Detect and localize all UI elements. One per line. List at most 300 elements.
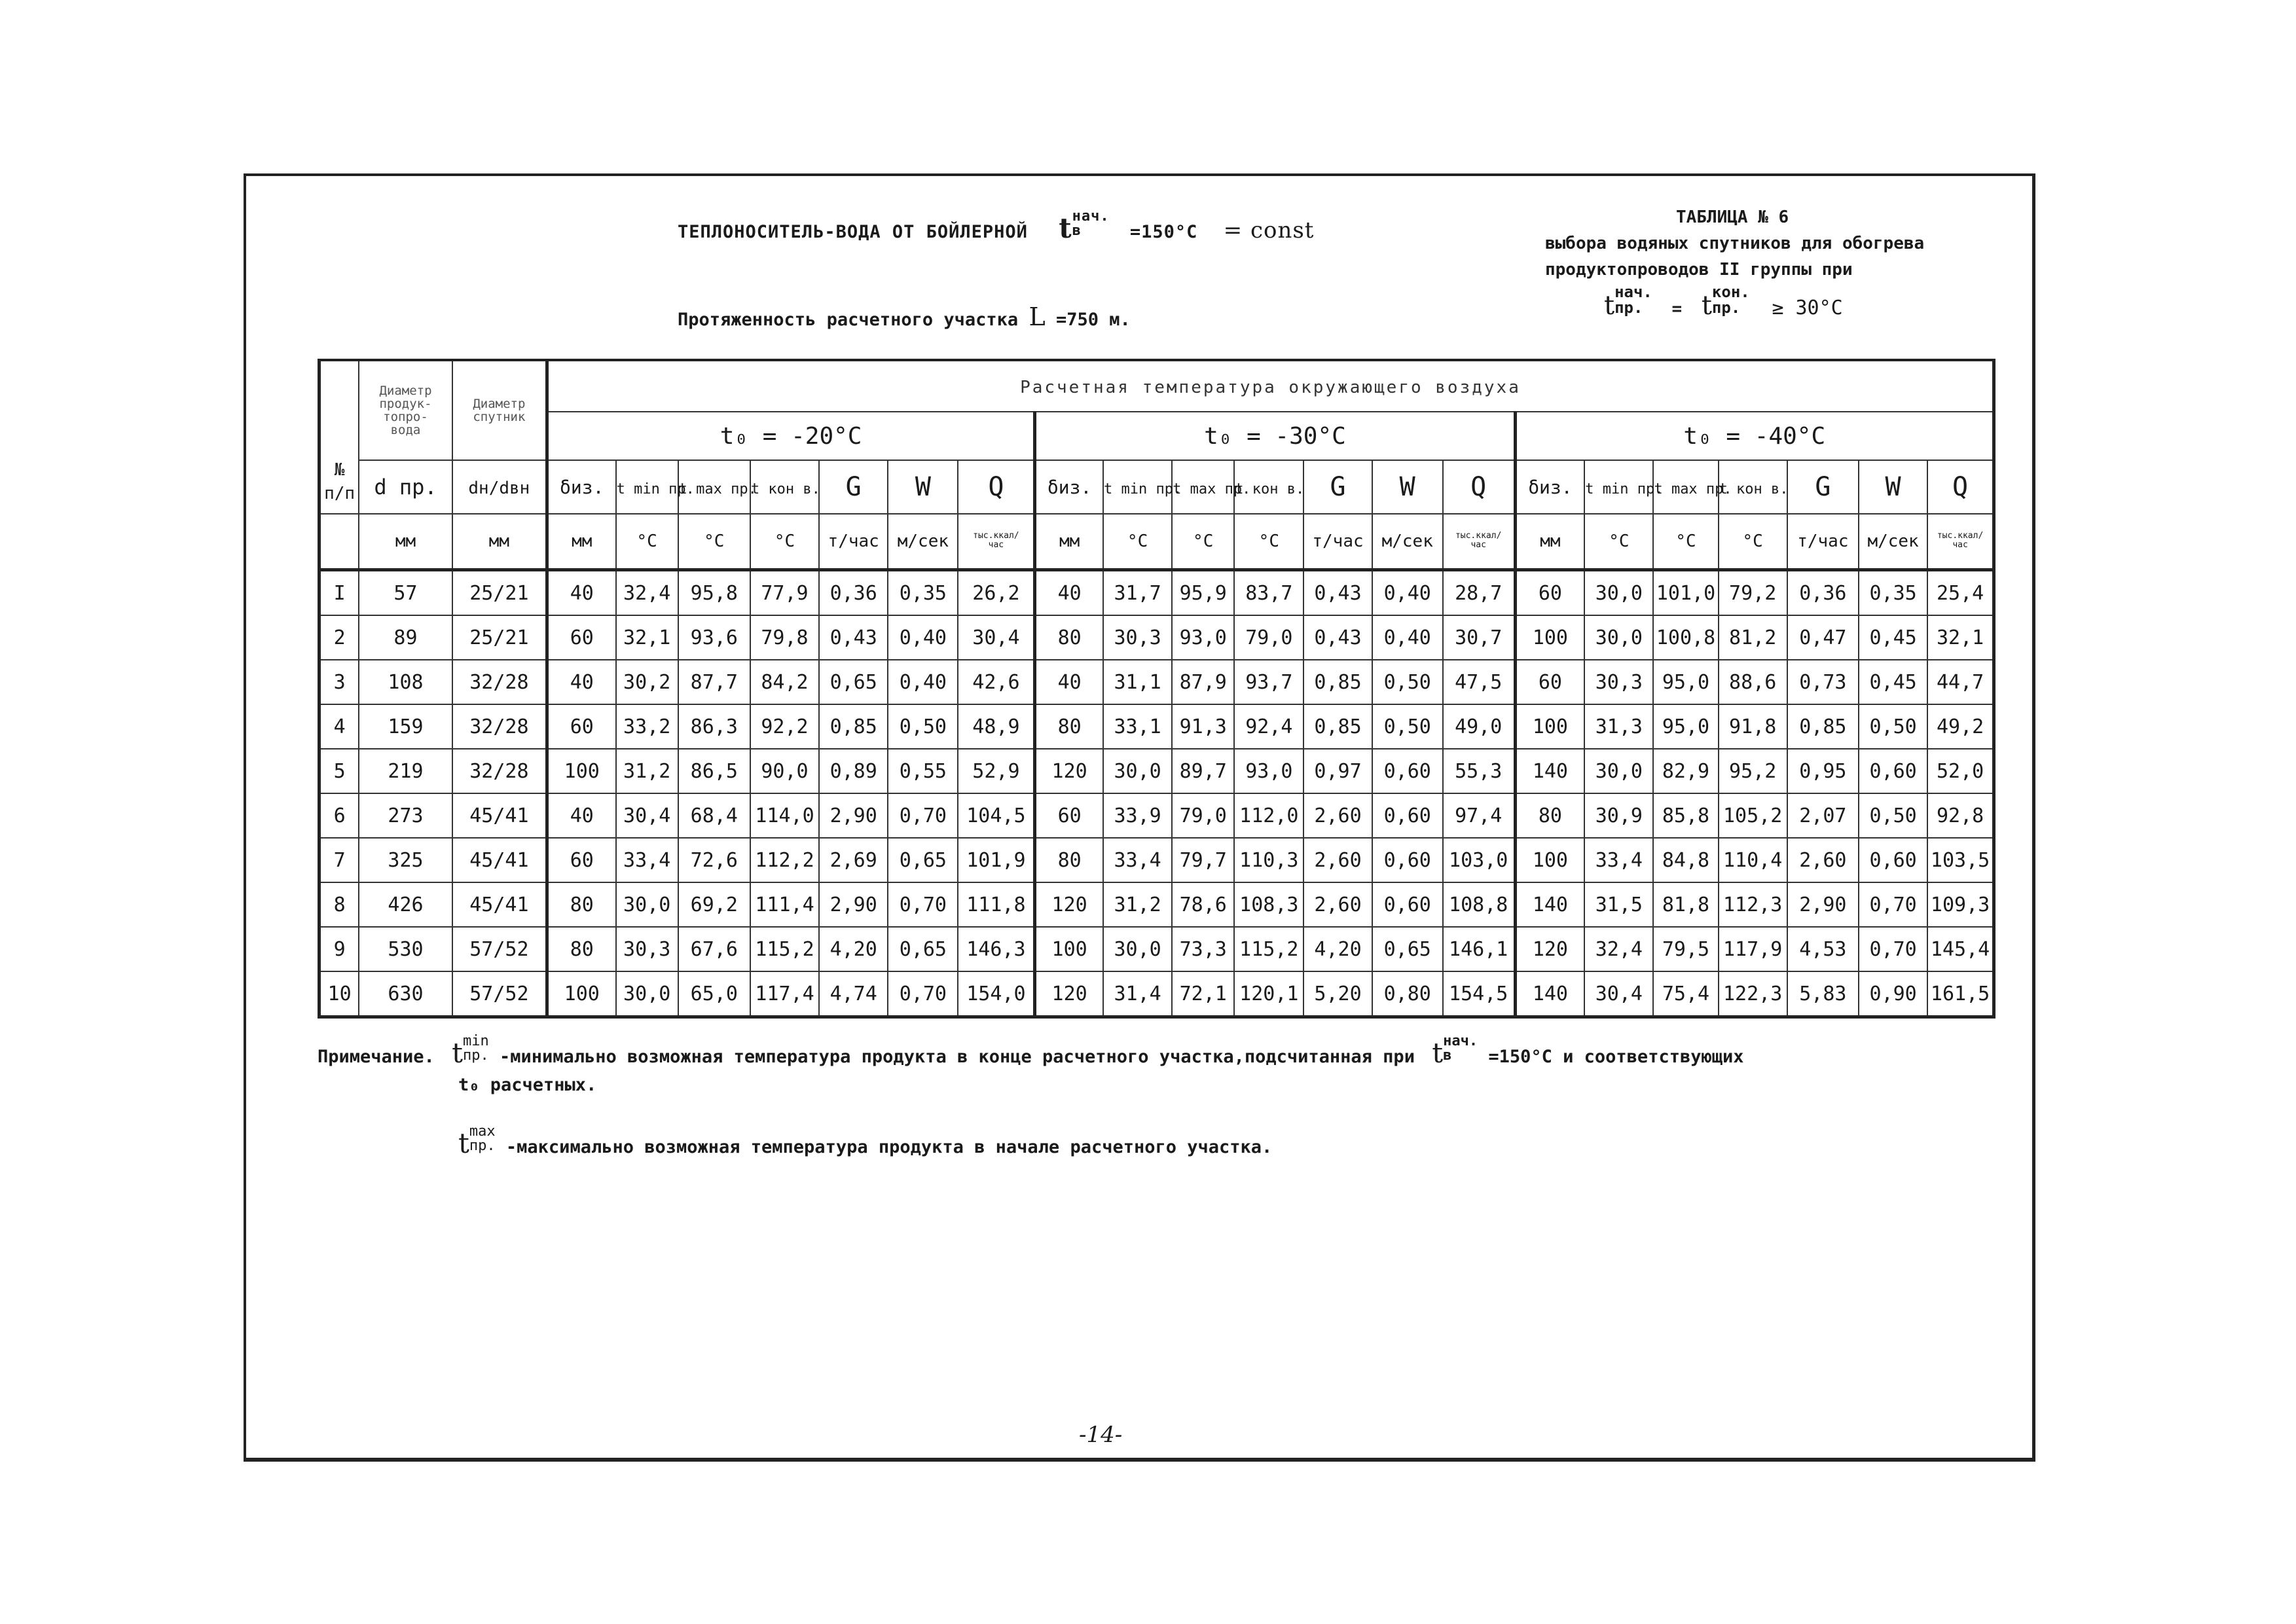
g2-g-value: 2,60: [1314, 893, 1362, 916]
g1-delta-value: 100: [564, 982, 600, 1005]
row-number: [319, 838, 359, 882]
table-row: [319, 660, 1994, 704]
g3-q-value: 103,5: [1930, 848, 1990, 872]
units-ds-label: мм: [488, 532, 510, 551]
g1-delta-cell: [547, 615, 615, 660]
g1-w-value: 0,70: [899, 804, 947, 827]
g1-sub-g: [819, 460, 888, 514]
g1-sub-q: [958, 460, 1034, 514]
g1-w-cell: [888, 927, 958, 971]
g3-tmax-value: 100,8: [1656, 626, 1716, 649]
g3-q-value: 161,5: [1930, 982, 1990, 1005]
coolant-title-text: ТЕПЛОНОСИТЕЛЬ-ВОДА ОТ БОЙЛЕРНОЙ: [678, 222, 1028, 242]
g2-tkon-value: 93,7: [1245, 670, 1293, 694]
caption-condition: tнач. пр. = tкон. пр. ≥ 30°C: [1604, 283, 1843, 321]
g1-g-value: 2,90: [829, 804, 877, 827]
g3-delta-cell: [1515, 749, 1584, 793]
g2-unit-q-label: тыс.ккал/час: [1455, 530, 1502, 550]
g2-q-cell: [1443, 615, 1515, 660]
g2-delta-cell: [1035, 704, 1103, 749]
g3-unit-degc-min: [1584, 514, 1653, 570]
g3-w-value: 0,60: [1869, 848, 1917, 872]
g3-tmax-value: 82,9: [1662, 759, 1710, 783]
g1-tmax-cell: [678, 882, 750, 927]
g2-tkon-cell: [1234, 927, 1303, 971]
g3-sub-tmax-label: t max пр.: [1654, 480, 1732, 497]
col-num-header: [319, 360, 359, 514]
note1-sub2: в: [1443, 1047, 1452, 1064]
g3-tkon-value: 110,4: [1723, 848, 1783, 872]
g1-tmin-value: 33,4: [623, 848, 671, 872]
g2-delta-cell: [1035, 660, 1103, 704]
g3-tkon-value: 105,2: [1723, 804, 1783, 827]
product-diameter-cell: [359, 838, 452, 882]
g2-tmax-cell: [1172, 882, 1234, 927]
section-length-text: Протяженность расчетного участка: [678, 310, 1019, 330]
g2-tkon-value: 79,0: [1245, 626, 1293, 649]
g3-q-value: 52,0: [1936, 759, 1984, 783]
g1-tkon-cell: [750, 882, 819, 927]
g3-g-cell: [1787, 882, 1859, 927]
g1-delta-value: 40: [570, 670, 594, 694]
g3-tmax-value: 81,8: [1662, 893, 1710, 916]
g3-w-cell: [1859, 971, 1927, 1017]
g3-q-cell: [1927, 660, 1994, 704]
g3-w-cell: [1859, 660, 1927, 704]
g1-w-cell: [888, 704, 958, 749]
cond-sub-1: пр.: [1614, 298, 1643, 317]
table-row: [319, 704, 1994, 749]
g2-w-value: 0,60: [1383, 804, 1431, 827]
g3-tmin-cell: [1584, 660, 1653, 704]
g1-tmax-cell: [678, 749, 750, 793]
g3-q-cell: [1927, 793, 1994, 838]
g3-g-cell: [1787, 615, 1859, 660]
g3-tmax-cell: [1653, 660, 1718, 704]
g2-delta-value: 120: [1051, 893, 1087, 916]
g3-unit-w: [1859, 514, 1927, 570]
sputnik-diameter-value: 57/52: [469, 982, 529, 1005]
g2-unit-degc-kon-label: °C: [1258, 532, 1279, 551]
group-20-header: [547, 412, 1034, 460]
g1-q-value: 154,0: [966, 982, 1026, 1005]
g1-tkon-cell: [750, 660, 819, 704]
g2-unit-degc-max: [1172, 514, 1234, 570]
g3-sub-tmin: [1584, 460, 1664, 514]
g3-tmax-cell: [1653, 615, 1718, 660]
g1-tmax-value: 68,4: [690, 804, 738, 827]
g3-unit-q-label: тыс.ккал/час: [1937, 530, 1984, 550]
g3-tkon-value: 91,8: [1729, 715, 1777, 738]
g3-q-cell: [1927, 749, 1994, 793]
g1-w-cell: [888, 570, 958, 616]
g2-sub-w-label: W: [1399, 472, 1415, 502]
t-sup-nach: нач.: [1072, 208, 1110, 225]
g2-tmax-value: 95,9: [1179, 581, 1227, 605]
g1-tmin-value: 33,2: [623, 715, 671, 738]
g2-delta-cell: [1035, 927, 1103, 971]
g2-tmax-cell: [1172, 793, 1234, 838]
g1-tmin-value: 30,2: [623, 670, 671, 694]
row-number: [319, 793, 359, 838]
g1-q-value: 48,9: [972, 715, 1020, 738]
g1-tkon-value: 114,0: [755, 804, 814, 827]
g2-sub-q: [1443, 460, 1515, 514]
g2-g-value: 0,97: [1314, 759, 1362, 783]
g2-sub-tmax: [1172, 460, 1251, 514]
g1-unit-degc-max: [678, 514, 750, 570]
g1-q-cell: [958, 570, 1034, 616]
g2-tmax-cell: [1172, 971, 1234, 1017]
g3-w-value: 0,60: [1869, 759, 1917, 783]
sputnik-diameter-cell: [452, 882, 547, 927]
g2-tkon-value: 115,2: [1239, 937, 1299, 961]
g2-g-cell: [1303, 793, 1372, 838]
g1-tmin-value: 30,0: [623, 982, 671, 1005]
g2-g-cell: [1303, 749, 1372, 793]
g2-unit-q: [1443, 514, 1515, 570]
g3-sub-delta: [1515, 460, 1584, 514]
g3-unit-degc-max: [1653, 514, 1718, 570]
g3-delta-cell: [1515, 704, 1584, 749]
g2-g-cell: [1303, 927, 1372, 971]
g3-delta-value: 60: [1538, 581, 1562, 605]
g1-w-value: 0,70: [899, 893, 947, 916]
sputnik-diameter-value: 45/41: [469, 893, 529, 916]
g3-tkon-value: 122,3: [1723, 982, 1783, 1005]
g3-tmax-cell: [1653, 971, 1718, 1017]
g1-delta-value: 60: [570, 715, 594, 738]
row-number-value: 4: [333, 715, 346, 738]
g2-tmax-cell: [1172, 660, 1234, 704]
sputnik-diameter-value: 45/41: [469, 804, 529, 827]
g2-q-cell: [1443, 749, 1515, 793]
g3-tkon-cell: [1719, 749, 1787, 793]
g2-unit-degc-min-label: °C: [1127, 532, 1148, 551]
g3-tmin-value: 32,4: [1595, 937, 1643, 961]
g1-g-cell: [819, 971, 888, 1017]
g1-g-cell: [819, 793, 888, 838]
table-caption: [1545, 204, 1924, 322]
g1-unit-w: [888, 514, 958, 570]
g3-tmax-cell: [1653, 704, 1718, 749]
g2-g-cell: [1303, 838, 1372, 882]
g3-tmax-value: 101,0: [1656, 581, 1716, 605]
row-number: [319, 749, 359, 793]
note1-sub: пр.: [462, 1047, 489, 1064]
g1-tmax-value: 67,6: [690, 937, 738, 961]
g2-tmax-cell: [1172, 704, 1234, 749]
g2-sub-g-label: G: [1330, 472, 1346, 502]
g3-sub-tmin-label: t min пр.: [1585, 480, 1664, 497]
g2-g-cell: [1303, 660, 1372, 704]
g3-q-value: 145,4: [1930, 937, 1990, 961]
row-number: [319, 927, 359, 971]
g2-w-cell: [1372, 971, 1443, 1017]
g3-q-cell: [1927, 882, 1994, 927]
header-row-1: [319, 360, 1994, 412]
product-diameter-cell: [359, 882, 452, 927]
product-diameter-value: 89: [393, 626, 418, 649]
sub-d-pr: [359, 460, 452, 514]
note2-text: -максимально возможная температура продукта в начале расчетного участка.: [505, 1137, 1273, 1157]
sputnik-diameter-cell: [452, 971, 547, 1017]
g2-w-cell: [1372, 882, 1443, 927]
cond-sub-2: пр.: [1711, 298, 1741, 317]
g2-tmax-value: 93,0: [1179, 626, 1227, 649]
g2-g-cell: [1303, 704, 1372, 749]
g2-sub-tkon-label: t кон в.: [1235, 480, 1305, 497]
g1-tmin-cell: [616, 615, 678, 660]
note1-text: -минимально возможная температура продукта в конце расчетного участка,подсчитанная при: [499, 1047, 1415, 1067]
g1-tmin-value: 31,2: [623, 759, 671, 783]
air-temp-title: Расчетная температура окружающего воздуха: [1020, 377, 1521, 397]
g3-tmax-value: 75,4: [1662, 982, 1710, 1005]
g1-sub-tkon: [750, 460, 819, 514]
g1-tmin-cell: [616, 570, 678, 616]
g2-w-value: 0,80: [1383, 982, 1431, 1005]
g2-delta-value: 80: [1057, 715, 1082, 738]
g2-unit-degc-kon: [1234, 514, 1303, 570]
g2-w-cell: [1372, 660, 1443, 704]
g1-q-value: 101,9: [966, 848, 1026, 872]
g2-delta-value: 40: [1057, 581, 1082, 605]
g2-g-value: 0,85: [1314, 715, 1362, 738]
g1-tmax-cell: [678, 570, 750, 616]
g3-unit-degc-min-label: °C: [1609, 532, 1630, 551]
g3-sub-g: [1787, 460, 1859, 514]
g2-q-value: 55,3: [1455, 759, 1503, 783]
units-ds: [452, 514, 547, 570]
g3-tmax-value: 79,5: [1662, 937, 1710, 961]
g2-g-value: 2,60: [1314, 848, 1362, 872]
cond-sup-1: нач.: [1614, 283, 1652, 301]
g3-g-value: 0,95: [1799, 759, 1847, 783]
g2-delta-value: 60: [1057, 804, 1082, 827]
g2-sub-tkon: [1234, 460, 1303, 514]
product-diameter-cell: [359, 793, 452, 838]
g3-delta-cell: [1515, 615, 1584, 660]
g3-tkon-cell: [1719, 793, 1787, 838]
g2-g-cell: [1303, 882, 1372, 927]
g3-delta-value: 60: [1538, 670, 1562, 694]
g2-sub-g: [1303, 460, 1372, 514]
product-diameter-cell: [359, 704, 452, 749]
g3-g-value: 0,85: [1799, 715, 1847, 738]
g2-tkon-cell: [1234, 971, 1303, 1017]
row-number: [319, 570, 359, 616]
g3-tmin-cell: [1584, 838, 1653, 882]
g2-delta-value: 100: [1051, 937, 1087, 961]
g1-tmin-value: 30,3: [623, 937, 671, 961]
sputnik-diameter-cell: [452, 838, 547, 882]
g2-w-value: 0,40: [1383, 626, 1431, 649]
g1-tkon-value: 111,4: [755, 893, 814, 916]
g2-g-cell: [1303, 615, 1372, 660]
g1-sub-tmin: [616, 460, 695, 514]
g3-tkon-value: 88,6: [1729, 670, 1777, 694]
g1-sub-delta-label: δиз.: [560, 476, 604, 498]
g3-tkon-cell: [1719, 704, 1787, 749]
g3-delta-value: 140: [1532, 893, 1568, 916]
g2-w-cell: [1372, 704, 1443, 749]
sputnik-diameter-cell: [452, 615, 547, 660]
g3-delta-value: 140: [1532, 982, 1568, 1005]
g3-w-cell: [1859, 882, 1927, 927]
group-30-label: t₀ = -30°C: [1204, 422, 1346, 450]
g3-tmax-value: 84,8: [1662, 848, 1710, 872]
g1-delta-cell: [547, 927, 615, 971]
g2-q-value: 146,1: [1449, 937, 1508, 961]
g2-delta-cell: [1035, 749, 1103, 793]
g3-sub-w-label: W: [1885, 472, 1901, 502]
g3-delta-cell: [1515, 570, 1584, 616]
header-row-units: [319, 514, 1994, 570]
g1-delta-value: 60: [570, 626, 594, 649]
g1-tmax-value: 69,2: [690, 893, 738, 916]
g1-unit-mm: [547, 514, 615, 570]
g3-tmax-value: 85,8: [1662, 804, 1710, 827]
g3-tmin-value: 31,5: [1595, 893, 1643, 916]
sputnik-diameter-value: 25/21: [469, 626, 529, 649]
g3-tkon-value: 117,9: [1723, 937, 1783, 961]
g3-g-cell: [1787, 749, 1859, 793]
note-label: Примечание.: [318, 1047, 435, 1067]
product-diameter-cell: [359, 615, 452, 660]
g3-tmax-cell: [1653, 793, 1718, 838]
g3-tmax-cell: [1653, 838, 1718, 882]
g2-tkon-value: 83,7: [1245, 581, 1293, 605]
g3-delta-cell: [1515, 838, 1584, 882]
g1-g-value: 0,36: [829, 581, 877, 605]
g2-w-value: 0,65: [1383, 937, 1431, 961]
note1-line2-text: t₀ расчетных.: [458, 1075, 597, 1095]
g1-g-cell: [819, 882, 888, 927]
g1-q-cell: [958, 704, 1034, 749]
g1-q-cell: [958, 660, 1034, 704]
g1-tmax-value: 86,3: [690, 715, 738, 738]
g3-delta-value: 100: [1532, 715, 1568, 738]
product-diameter-cell: [359, 971, 452, 1017]
row-number-value: 6: [333, 804, 346, 827]
g1-tmax-value: 65,0: [690, 982, 738, 1005]
coolant-title: [678, 209, 1314, 244]
g3-w-cell: [1859, 927, 1927, 971]
g3-w-cell: [1859, 793, 1927, 838]
g1-unit-mm-label: мм: [572, 532, 592, 551]
g3-sub-delta-label: δиз.: [1528, 476, 1573, 498]
g3-g-value: 2,60: [1799, 848, 1847, 872]
g2-tmax-value: 78,6: [1179, 893, 1227, 916]
g1-w-value: 0,55: [899, 759, 947, 783]
g3-delta-cell: [1515, 882, 1584, 927]
g3-g-value: 0,36: [1799, 581, 1847, 605]
g2-unit-g: [1303, 514, 1372, 570]
g3-tmin-value: 30,9: [1595, 804, 1643, 827]
row-number: [319, 704, 359, 749]
g1-w-value: 0,50: [899, 715, 947, 738]
g3-w-value: 0,90: [1869, 982, 1917, 1005]
product-diameter-value: 630: [388, 982, 424, 1005]
table-row: [319, 971, 1994, 1017]
g2-w-cell: [1372, 793, 1443, 838]
g2-g-value: 5,20: [1314, 982, 1362, 1005]
g3-tmax-value: 95,0: [1662, 715, 1710, 738]
g2-tkon-cell: [1234, 660, 1303, 704]
g3-q-value: 25,4: [1936, 581, 1984, 605]
g2-g-value: 0,43: [1314, 581, 1362, 605]
g1-tkon-cell: [750, 838, 819, 882]
g1-g-value: 0,65: [829, 670, 877, 694]
units-dpr-label: мм: [395, 532, 416, 551]
g2-delta-cell: [1035, 882, 1103, 927]
sputnik-diameter-cell: [452, 927, 547, 971]
g3-w-value: 0,50: [1869, 804, 1917, 827]
g3-w-value: 0,45: [1869, 670, 1917, 694]
g1-tmin-value: 32,4: [623, 581, 671, 605]
g1-q-value: 30,4: [972, 626, 1020, 649]
g3-tmax-cell: [1653, 882, 1718, 927]
g3-g-value: 0,73: [1799, 670, 1847, 694]
g1-w-value: 0,65: [899, 937, 947, 961]
row-number: [319, 615, 359, 660]
g2-delta-value: 120: [1051, 982, 1087, 1005]
g2-g-cell: [1303, 971, 1372, 1017]
g2-tmin-cell: [1103, 927, 1172, 971]
g2-q-value: 154,5: [1449, 982, 1508, 1005]
table-row: [319, 749, 1994, 793]
g3-unit-g-label: т/час: [1797, 532, 1849, 551]
sputnik-diameter-cell: [452, 704, 547, 749]
g2-unit-g-label: т/час: [1312, 532, 1364, 551]
g3-tmin-cell: [1584, 704, 1653, 749]
sputnik-diameter-value: 57/52: [469, 937, 529, 961]
g2-delta-value: 80: [1057, 626, 1082, 649]
g2-w-value: 0,50: [1383, 670, 1431, 694]
g2-tmin-cell: [1103, 882, 1172, 927]
g3-tmin-value: 30,0: [1595, 759, 1643, 783]
g3-g-value: 5,83: [1799, 982, 1847, 1005]
g1-unit-degc-min: [616, 514, 678, 570]
sub-d-ratio-label: dн/dвн: [468, 478, 530, 498]
product-diameter-value: 57: [393, 581, 418, 605]
g1-tkon-value: 77,9: [761, 581, 809, 605]
group-20-label: t₀ = -20°C: [720, 422, 862, 450]
g2-w-value: 0,40: [1383, 581, 1431, 605]
g3-w-value: 0,45: [1869, 626, 1917, 649]
g2-q-value: 28,7: [1455, 581, 1503, 605]
g2-sub-delta: [1035, 460, 1103, 514]
g1-sub-tkon-label: t кон в.: [750, 480, 820, 497]
g3-unit-w-label: м/сек: [1867, 532, 1919, 551]
g3-sub-q: [1927, 460, 1994, 514]
g3-tmax-cell: [1653, 570, 1718, 616]
g2-q-value: 30,7: [1455, 626, 1503, 649]
g1-q-cell: [958, 882, 1034, 927]
g1-tkon-value: 90,0: [761, 759, 809, 783]
g2-sub-tmin-label: t min пр.: [1103, 480, 1182, 497]
sputnik-diameter-cell: [452, 793, 547, 838]
g1-w-cell: [888, 793, 958, 838]
g2-tmin-value: 30,0: [1114, 937, 1161, 961]
g1-tmin-cell: [616, 838, 678, 882]
g3-tmin-cell: [1584, 971, 1653, 1017]
g1-tmax-cell: [678, 927, 750, 971]
g2-tmin-cell: [1103, 793, 1172, 838]
g1-sub-tmax: [678, 460, 757, 514]
g1-g-value: 0,43: [829, 626, 877, 649]
g1-g-value: 2,69: [829, 848, 877, 872]
